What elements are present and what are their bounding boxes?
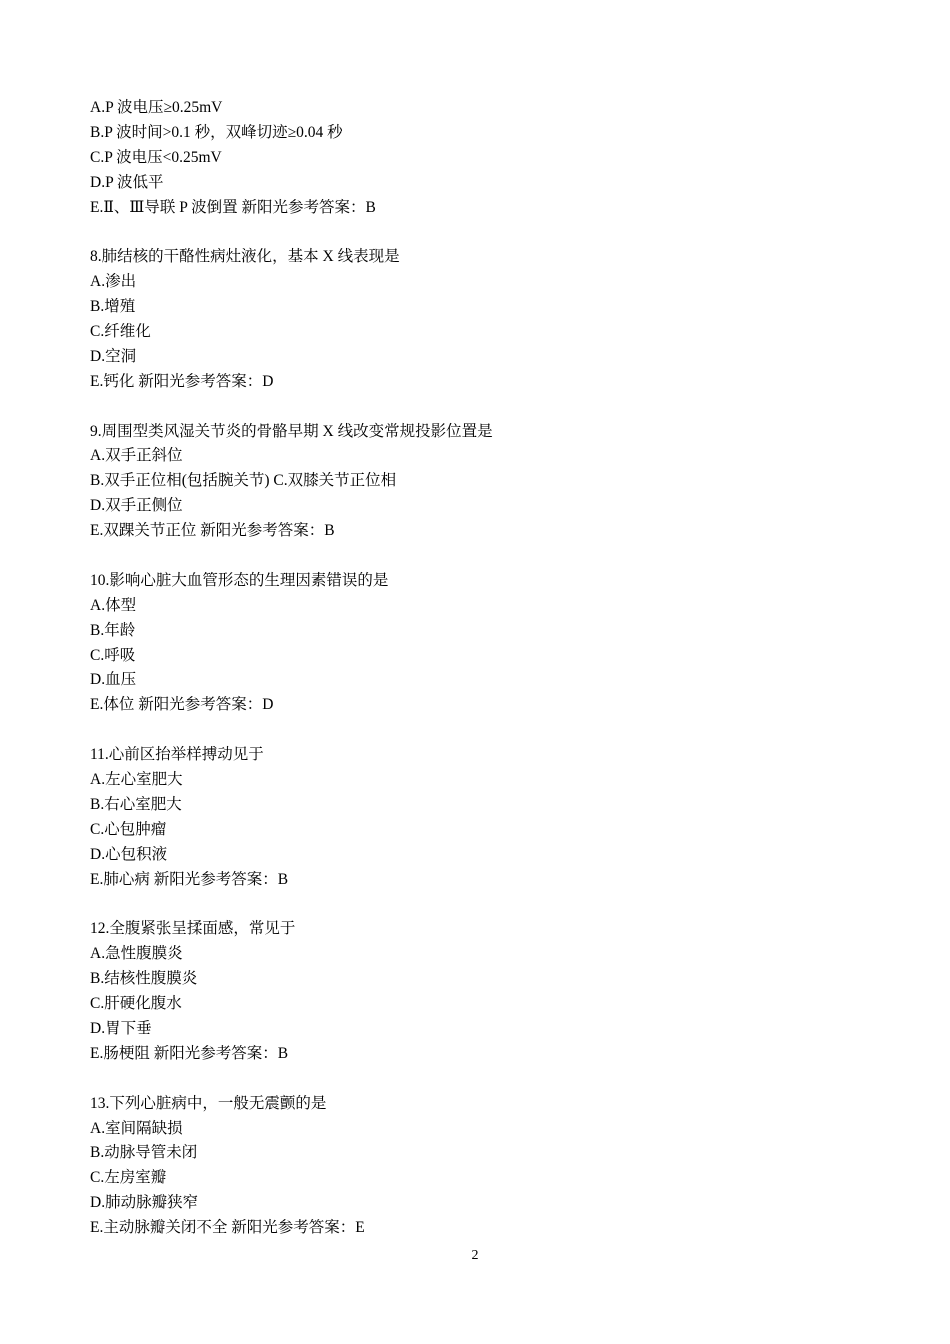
option-answer-line: E.Ⅱ、Ⅲ导联 P 波倒置 新阳光参考答案：B [90,198,376,216]
option-line: A.室间隔缺损 [90,1119,183,1137]
option-line: C.呼吸 [90,646,136,664]
option-answer-line: E.主动脉瓣关闭不全 新阳光参考答案：E [90,1219,365,1237]
option-line: C.P 波电压<0.25mV [90,148,222,166]
page-number: 2 [471,1248,479,1263]
question-block-10 [90,569,870,718]
option-line: D.P 波低平 [90,173,164,191]
option-line: A.急性腹膜炎 [90,945,183,963]
option-line: A.双手正斜位 [90,447,183,465]
block-spacer [90,220,870,245]
option-answer-line: E.肺心病 新阳光参考答案：B [90,870,289,888]
option-line: D.心包积液 [90,845,168,863]
question-text: 10.影响心脏大血管形态的生理因素错误的是 [90,571,389,589]
option-line: B.动脉导管未闭 [90,1144,198,1162]
option-line: B.右心室肥大 [90,795,182,813]
option-answer-line: E.肠梗阻 新阳光参考答案：B [90,1044,289,1062]
option-line: C.心包肿瘤 [90,820,167,838]
option-line: B.P 波时间>0.1 秒，双峰切迹≥0.04 秒 [90,123,343,141]
option-line: C.纤维化 [90,323,151,341]
option-line: A.渗出 [90,273,137,291]
option-line: D.胃下垂 [90,1019,152,1037]
option-line: A.左心室肥大 [90,771,183,789]
option-answer-line: E.双踝关节正位 新阳光参考答案：B [90,522,335,540]
question-text: 13.下列心脏病中，一般无震颤的是 [90,1094,327,1112]
option-line: C.左房室瓣 [90,1169,167,1187]
option-line: D.双手正侧位 [90,497,183,515]
block-spacer [90,893,870,918]
block-spacer [90,718,870,743]
document-content [90,96,870,1241]
question-block-11 [90,743,870,892]
option-line: C.肝硬化腹水 [90,995,182,1013]
option-answer-line: E.体位 新阳光参考答案：D [90,696,274,714]
option-line: D.血压 [90,671,137,689]
option-line: B.年龄 [90,621,136,639]
question-text: 9.周围型类风湿关节炎的骨骼早期 X 线改变常规投影位置是 [90,422,493,440]
block-spacer [90,544,870,569]
option-answer-line: E.钙化 新阳光参考答案：D [90,372,274,390]
question-block-12 [90,917,870,1066]
option-line: B.双手正位相(包括腕关节) C.双膝关节正位相 [90,472,397,490]
option-line: A.体型 [90,596,137,614]
question-text: 11.心前区抬举样搏动见于 [90,746,264,764]
option-line: B.结核性腹膜炎 [90,970,198,988]
block-spacer [90,1067,870,1092]
question-block-8 [90,245,870,394]
question-text: 12.全腹紧张呈揉面感，常见于 [90,920,296,938]
option-line: B.增殖 [90,298,136,316]
option-line: A.P 波电压≥0.25mV [90,99,223,116]
block-spacer [90,395,870,420]
question-block-9 [90,420,870,544]
question-text: 8.肺结核的干酪性病灶液化，基本 X 线表现是 [90,248,400,266]
question-block-13 [90,1092,870,1241]
question-block-7-options [90,96,870,220]
option-line: D.肺动脉瓣狭窄 [90,1194,199,1212]
option-line: D.空洞 [90,347,137,365]
